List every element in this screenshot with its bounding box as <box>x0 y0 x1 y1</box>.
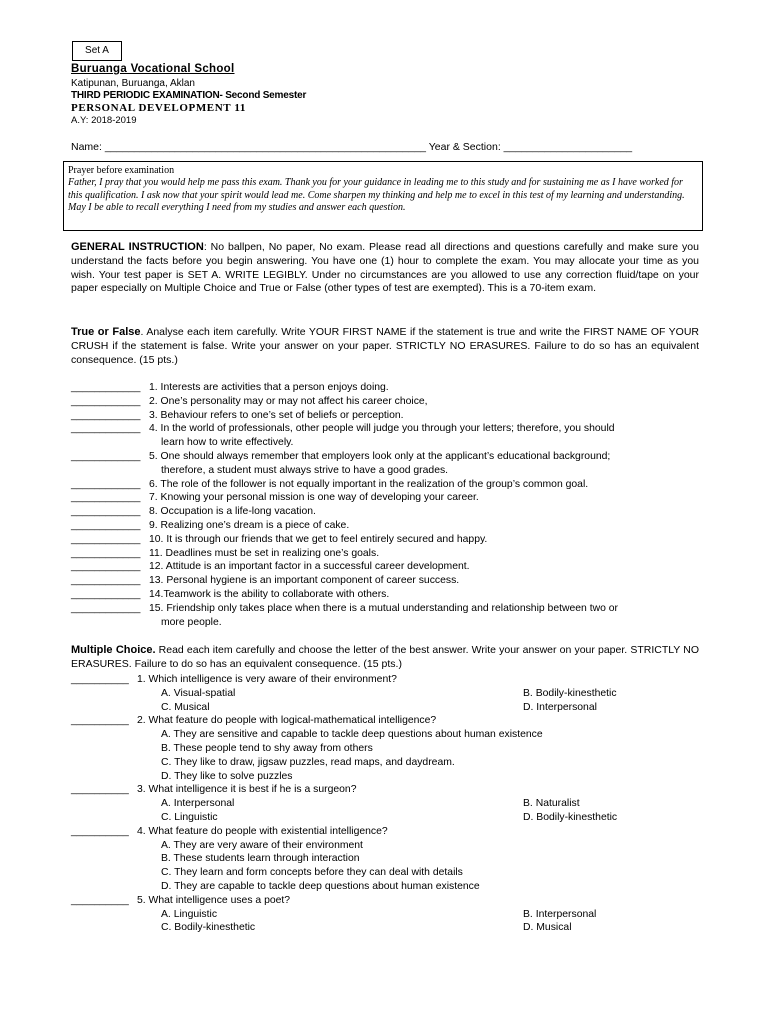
mc-option: A. They are very aware of their environment <box>161 839 363 851</box>
answer-blank: ____________ <box>71 478 141 490</box>
mc-option: A. Visual-spatial <box>161 687 236 699</box>
tf-item-continuation: more people. <box>161 616 222 628</box>
mc-option: A. Linguistic <box>161 908 218 920</box>
mc-option: D. Musical <box>523 922 572 934</box>
mc-option: B. These people tend to shy away from others <box>161 742 373 754</box>
answer-blank: ____________ <box>71 450 141 462</box>
tf-item-text: 11. Deadlines must be set in realizing one’s goals. <box>149 547 380 559</box>
mc-option: C. Linguistic <box>161 811 218 823</box>
prayer-box <box>63 161 703 231</box>
tf-item-text: 12. Attitude is an important factor in a successful career development. <box>149 561 470 573</box>
tf-item-text: 1. Interests are activities that a person enjoys doing. <box>149 382 389 393</box>
tf-item <box>71 560 711 574</box>
mc-option-row <box>71 811 711 825</box>
answer-blank: ____________ <box>71 382 141 393</box>
tf-item-text: 8. Occupation is a life-long vacation. <box>149 506 316 518</box>
tf-item-text: 5. One should always remember that employers look only at the applicant’s educational background; <box>149 450 611 462</box>
mc-option: D. Bodily-kinesthetic <box>523 811 618 823</box>
tf-item <box>71 422 711 450</box>
mc-option: C. Musical <box>161 701 210 713</box>
tf-item-text: 15. Friendship only takes place when there is a mutual understanding and relationship between two or <box>149 602 619 614</box>
mc-question <box>71 825 711 839</box>
answer-blank: ____________ <box>71 409 141 421</box>
mc-option: B. These students learn through interaction <box>161 853 360 865</box>
mc-option-row <box>71 797 711 811</box>
mc-option: C. They learn and form concepts before they can deal with details <box>161 867 463 879</box>
general-instruction <box>71 241 699 296</box>
mc-instruction-text: Read each item carefully and choose the letter of the best answer. Write your answer on your paper. STRICTLY NO ERASURES. Failure to do so has an equivalent consequence. (15 pts.) <box>71 644 699 670</box>
tf-item <box>71 519 711 533</box>
mc-option: B. Interpersonal <box>523 908 597 920</box>
tf-item-continuation: therefore, a student must always strive to have a good grades. <box>161 464 449 476</box>
answer-blank: ____________ <box>71 492 141 504</box>
answer-blank: ____________ <box>71 602 141 614</box>
mc-question-text: 4. What feature do people with existential intelligence? <box>137 825 388 837</box>
tf-item <box>71 602 711 630</box>
mc-question <box>71 673 711 687</box>
answer-blank: ____________ <box>71 519 141 531</box>
mc-option: B. Naturalist <box>523 798 580 810</box>
mc-question-text: 3. What intelligence it is best if he is a surgeon? <box>137 784 357 796</box>
answer-blank: __________ <box>71 784 129 796</box>
mc-option-row <box>71 701 711 715</box>
mc-question-text: 2. What feature do people with logical-mathematical intelligence? <box>137 715 437 727</box>
mc-instruction <box>71 644 699 672</box>
mc-question <box>71 714 711 728</box>
answer-blank: ____________ <box>71 533 141 545</box>
mc-option-row <box>71 908 711 922</box>
mc-option: C. They like to draw, jigsaw puzzles, read maps, and daydream. <box>161 756 455 768</box>
tf-item-text: 2. One’s personality may or may not affect his career choice, <box>149 395 428 407</box>
tf-item-text: 9. Realizing one’s dream is a piece of cake. <box>149 519 350 531</box>
answer-blank: ____________ <box>71 395 141 407</box>
subject-title: PERSONAL DEVELOPMENT 11 <box>71 102 246 114</box>
tf-item-text: 13. Personal hygiene is an important component of career success. <box>149 575 460 587</box>
school-name: Buruanga Vocational School <box>71 63 235 75</box>
mc-label: Multiple Choice. <box>71 644 156 656</box>
mc-question <box>71 894 711 908</box>
answer-blank: __________ <box>71 715 129 727</box>
answer-blank: ____________ <box>71 423 141 435</box>
mc-option-row <box>71 921 711 935</box>
mc-option: D. They are capable to tackle deep questions about human existence <box>161 880 480 892</box>
tf-item-text: 4. In the world of professionals, other people will judge you through your letters; therefore, you should <box>149 423 615 435</box>
mc-option: D. They like to solve puzzles <box>161 770 293 782</box>
tf-item <box>71 505 711 519</box>
mc-question-text: 1. Which intelligence is very aware of their environment? <box>137 674 397 685</box>
answer-blank: ____________ <box>71 575 141 587</box>
answer-blank: __________ <box>71 825 129 837</box>
tf-instruction <box>71 326 699 367</box>
exam-title: THIRD PERIODIC EXAMINATION- Second Semester <box>71 90 307 101</box>
mc-question-list <box>71 673 711 935</box>
school-address: Katipunan, Buruanga, Aklan <box>71 78 195 89</box>
general-instruction-label: GENERAL INSTRUCTION <box>71 241 204 253</box>
answer-blank: ____________ <box>71 588 141 600</box>
tf-item-text: 14.Teamwork is the ability to collaborate with others. <box>149 588 390 600</box>
tf-item <box>71 574 711 588</box>
answer-blank: __________ <box>71 894 129 906</box>
mc-option: C. Bodily-kinesthetic <box>161 922 256 934</box>
mc-option: A. Interpersonal <box>161 798 235 810</box>
tf-instruction-text: . Analyse each item carefully. Write YOUR FIRST NAME if the statement is true and write the FIRST NAME OF YOUR CRUSH if the statement is false. Write your answer on your paper. STRICTLY NO ERASURES. Failure to do so has an equivalent consequence. (15 pts.) <box>71 326 699 366</box>
answer-blank: __________ <box>71 674 129 685</box>
tf-item-continuation: learn how to write effectively. <box>161 437 294 449</box>
tf-item <box>71 478 711 492</box>
prayer-title: Prayer before examination <box>68 165 175 176</box>
tf-question-list <box>71 381 711 629</box>
answer-blank: ____________ <box>71 506 141 518</box>
tf-label: True or False <box>71 326 141 338</box>
mc-option: A. They are sensitive and capable to tackle deep questions about human existence <box>161 729 543 741</box>
answer-blank: ____________ <box>71 561 141 573</box>
mc-option: D. Interpersonal <box>523 701 597 713</box>
prayer-text: Father, I pray that you would help me pass this exam. Thank you for your guidance in leading me to this study and for sustaining me as I have worked for this qualification. I ask now that your spirit would lead me. Come sharpen my thinking and help me to excel in this test of my learning and understanding. May I be able to recall everything I need from my studies and answer each question. <box>68 177 685 214</box>
tf-item <box>71 409 711 423</box>
mc-question <box>71 783 711 797</box>
tf-item <box>71 395 711 409</box>
tf-item-text: 7. Knowing your personal mission is one way of developing your career. <box>149 492 479 504</box>
mc-option: B. Bodily-kinesthetic <box>523 687 617 699</box>
tf-item-text: 6. The role of the follower is not equally important in the realization of the group’s common goal. <box>149 478 589 490</box>
mc-option-row <box>71 687 711 701</box>
tf-item <box>71 491 711 505</box>
academic-year: A.Y: 2018-2019 <box>71 115 137 126</box>
set-label: Set A <box>72 41 122 61</box>
tf-item <box>71 588 711 602</box>
tf-item-text: 3. Behaviour refers to one’s set of beliefs or perception. <box>149 409 404 421</box>
tf-item <box>71 533 711 547</box>
tf-item-text: 10. It is through our friends that we get to feel entirely secured and happy. <box>149 533 488 545</box>
answer-blank: ____________ <box>71 547 141 559</box>
tf-item <box>71 450 711 478</box>
name-section-line: Name: _______________________________________________________ Year & Section: ______________________ <box>71 141 633 153</box>
tf-item <box>71 547 711 561</box>
general-instruction-text: : No ballpen, No paper, No exam. Please read all directions and questions carefully and make sure you understand the facts before you begin answering. You have one (1) hour to complete the exam. You may allocate your time as you wish. Your test paper is SET A. WRITE LEGIBLY. Under no circumstances are you allowed to use any correction fluid/tape on your paper especially on Multiple Choice and True or False (other types of test are exempted). This is a 70-item exam. <box>71 241 699 295</box>
tf-item <box>71 381 711 395</box>
mc-question-text: 5. What intelligence uses a poet? <box>137 894 291 906</box>
